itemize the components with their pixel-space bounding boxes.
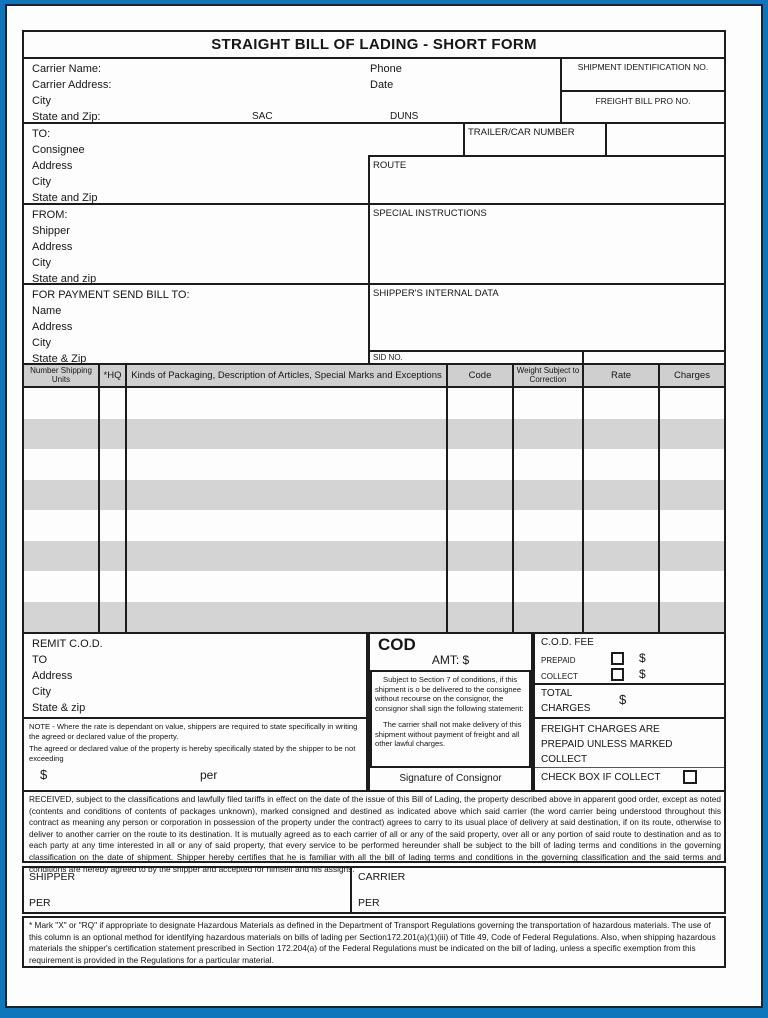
cod-fee-heading: C.O.D. FEE bbox=[541, 637, 594, 648]
from-label: FROM: bbox=[32, 209, 68, 221]
sid-number-label: SID NO. bbox=[373, 353, 403, 362]
from-city-label: City bbox=[32, 257, 51, 269]
col-header-hq: *HQ bbox=[100, 365, 127, 386]
route-box bbox=[368, 155, 726, 205]
collect-dollar: $ bbox=[639, 667, 646, 681]
remit-state-zip-label: State & zip bbox=[32, 702, 86, 714]
freight-charges-note: FREIGHT CHARGES ARE PREPAID UNLESS MARKED COLLECT bbox=[541, 724, 673, 765]
shipment-id-box bbox=[560, 57, 726, 92]
internal-data-box bbox=[368, 283, 726, 352]
fee-divider bbox=[535, 717, 724, 719]
route-label: ROUTE bbox=[373, 160, 407, 171]
table-row bbox=[24, 419, 724, 450]
check-box-if-collect-label: CHECK BOX IF COLLECT bbox=[541, 772, 661, 783]
consignee-label: Consignee bbox=[32, 144, 85, 156]
table-row bbox=[24, 571, 724, 602]
col-header-charges: Charges bbox=[674, 369, 710, 381]
shipper-sign-label: SHIPPER bbox=[29, 871, 76, 883]
received-terms-block bbox=[22, 790, 726, 874]
prepaid-label: PREPAID bbox=[541, 656, 576, 665]
freight-table-body bbox=[24, 388, 724, 632]
table-row bbox=[24, 449, 724, 480]
bill-of-lading-form bbox=[22, 30, 726, 970]
payment-heading: FOR PAYMENT SEND BILL TO: bbox=[32, 289, 190, 301]
freight-table bbox=[22, 363, 726, 634]
cod-statement-1: Subject to Section 7 of conditions, if this shipment is o be delivered to the consignee without recourse on the consignor, the consignor shall sign the following statement: bbox=[375, 675, 524, 713]
carrier-per-label: PER bbox=[358, 897, 380, 909]
date-label: Date bbox=[370, 79, 394, 91]
shipper-per-label: PER bbox=[29, 897, 51, 909]
trailer-number-label: TRAILER/CAR NUMBER bbox=[468, 127, 575, 138]
carrier-name-label: Carrier Name: bbox=[32, 63, 102, 75]
carrier-labels bbox=[32, 61, 111, 125]
value-note-block bbox=[22, 717, 368, 792]
cod-statement-box bbox=[370, 670, 531, 768]
internal-data-label: SHIPPER'S INTERNAL DATA bbox=[373, 288, 499, 299]
column-divider bbox=[658, 388, 660, 632]
freight-bill-box bbox=[560, 90, 726, 124]
shipper-label: Shipper bbox=[32, 225, 70, 237]
col-header-weight: Weight Subject to Correction bbox=[514, 365, 584, 386]
cod-statement-2: The carrier shall not make delivery of this shipment without payment of freight and all other lawful charges. bbox=[375, 720, 522, 749]
received-terms-text: RECEIVED, subject to the classifications and lawfully filed tariffs in effect on the date of the issue of this Bill of Lading, the property described above in apparent good order, except as noted (contents and conditions of contents of packages unknown), marked consigned and destined as indicated above which said carrier (the word carrier being understood throughout this contract as meaning any person or corporation in possession of the property under the contract) agrees to carry to its usual place of delivery at said destination, if on its route, otherwise to deliver to another carrier on the route to its destination. It is mutually agreed as to each carrier of all or any of the said property, over all or any portion of said route to destination and as to each party at any time interested in all or any of said property, that every service to be performed hereunder shall be subject to the bill of lading terms and conditions in the governing classification on the date of shipment. Shipper hereby certifies that he is familiar with all the bill of lading terms and conditions in the governing classification and the said terms and conditions are hereby agreed to by the shipper and accepted for himself and his assigns. bbox=[29, 794, 721, 874]
trailer-number-box bbox=[463, 122, 607, 157]
carrier-address-label: Carrier Address: bbox=[32, 79, 112, 91]
column-divider bbox=[125, 388, 127, 632]
cod-amount-label: AMT: $ bbox=[431, 653, 470, 667]
column-divider bbox=[582, 388, 584, 632]
table-row bbox=[24, 541, 724, 572]
fee-divider bbox=[535, 683, 724, 685]
total-label: TOTAL bbox=[541, 688, 573, 699]
special-instructions-label: SPECIAL INSTRUCTIONS bbox=[373, 208, 487, 219]
charges-label: CHARGES bbox=[541, 703, 591, 714]
carrier-state-zip-label: State and Zip: bbox=[32, 111, 101, 123]
cod-block bbox=[368, 632, 533, 792]
col-header-units: Number Shipping Units bbox=[24, 365, 100, 386]
special-instructions-box bbox=[368, 203, 726, 285]
duns-label: DUNS bbox=[390, 111, 419, 122]
form-title: STRAIGHT BILL OF LADING - SHORT FORM bbox=[22, 30, 726, 59]
prepaid-checkbox[interactable] bbox=[611, 652, 624, 665]
fee-divider-light bbox=[535, 767, 724, 768]
shipment-id-label: SHIPMENT IDENTIFICATION NO. bbox=[577, 62, 709, 72]
cod-heading: COD bbox=[378, 635, 416, 654]
from-labels bbox=[32, 207, 96, 287]
remit-labels bbox=[32, 636, 103, 716]
cod-fee-block bbox=[533, 632, 726, 792]
payment-address-label: Address bbox=[32, 321, 73, 333]
payment-state-zip-label: State & Zip bbox=[32, 353, 87, 365]
hazmat-note-text: * Mark "X" or "RQ" if appropriate to designate Hazardous Materials as defined in the Department of Transport Regulations governing the transportation of hazardous materials. The use of this column is an optional method for identifying hazardous materials on bills of lading per Section172.201(a)(1)(iii) of Title 49, Code of Federal Regulations. Also, when shipping hazardous materials the shipper's certification statement prescribed in Section 172.204(a) of the Federal Regulations must be indicated on the bill of lading, unless a specific exemption from this requirement is provided in the Regulations for a particular material. bbox=[29, 920, 716, 965]
remit-to-label: TO bbox=[32, 654, 48, 666]
collect-if-checkbox[interactable] bbox=[683, 770, 697, 784]
remit-city-label: City bbox=[32, 686, 51, 698]
declared-value-per: per bbox=[200, 768, 218, 782]
carrier-signature-block bbox=[350, 866, 726, 914]
column-divider bbox=[98, 388, 100, 632]
column-divider bbox=[446, 388, 448, 632]
remit-address-label: Address bbox=[32, 670, 73, 682]
collect-label: COLLECT bbox=[541, 672, 578, 681]
declared-value-dollar: $ bbox=[40, 767, 48, 782]
hazmat-note-block bbox=[22, 916, 726, 968]
sac-label: SAC bbox=[252, 111, 273, 122]
table-row bbox=[24, 510, 724, 541]
value-note-text1: NOTE - Where the rate is dependant on value, shippers are required to state specifically in writing the agreed or declared value of the property. bbox=[29, 722, 358, 741]
prepaid-dollar: $ bbox=[639, 651, 646, 665]
signature-of-consignor-label: Signature of Consignor bbox=[399, 773, 502, 784]
col-header-description: Kinds of Packaging, Description of Articles, Special Marks and Exceptions bbox=[127, 365, 448, 386]
shipper-signature-block bbox=[22, 866, 352, 914]
value-note-text2: The agreed or declared value of the property is hereby specifically stated by the shipper to be not exceeding bbox=[29, 744, 356, 763]
table-row bbox=[24, 480, 724, 511]
to-label: TO: bbox=[32, 128, 51, 140]
trailer-number-entry-box bbox=[605, 122, 726, 157]
freight-table-header bbox=[24, 365, 724, 388]
remit-cod-block bbox=[22, 632, 368, 719]
to-address-label: Address bbox=[32, 160, 73, 172]
document-sheet bbox=[5, 4, 763, 1008]
total-charges-dollar: $ bbox=[619, 692, 627, 707]
column-divider bbox=[512, 388, 514, 632]
payment-labels bbox=[32, 287, 190, 367]
table-row bbox=[24, 602, 724, 633]
remit-heading: REMIT C.O.D. bbox=[32, 638, 103, 650]
table-row bbox=[24, 388, 724, 419]
payment-city-label: City bbox=[32, 337, 51, 349]
from-address-label: Address bbox=[32, 241, 73, 253]
from-state-zip-label: State and zip bbox=[32, 273, 97, 285]
carrier-phone-date bbox=[370, 61, 402, 93]
col-header-rate: Rate bbox=[584, 365, 660, 386]
col-header-code: Code bbox=[448, 365, 514, 386]
to-labels bbox=[32, 126, 97, 206]
to-state-zip-label: State and Zip bbox=[32, 192, 98, 204]
carrier-sign-label: CARRIER bbox=[358, 871, 406, 883]
collect-checkbox[interactable] bbox=[611, 668, 624, 681]
to-city-label: City bbox=[32, 176, 51, 188]
payment-name-label: Name bbox=[32, 305, 62, 317]
phone-label: Phone bbox=[370, 63, 402, 75]
carrier-city-label: City bbox=[32, 95, 51, 107]
freight-bill-label: FREIGHT BILL PRO NO. bbox=[595, 96, 691, 106]
